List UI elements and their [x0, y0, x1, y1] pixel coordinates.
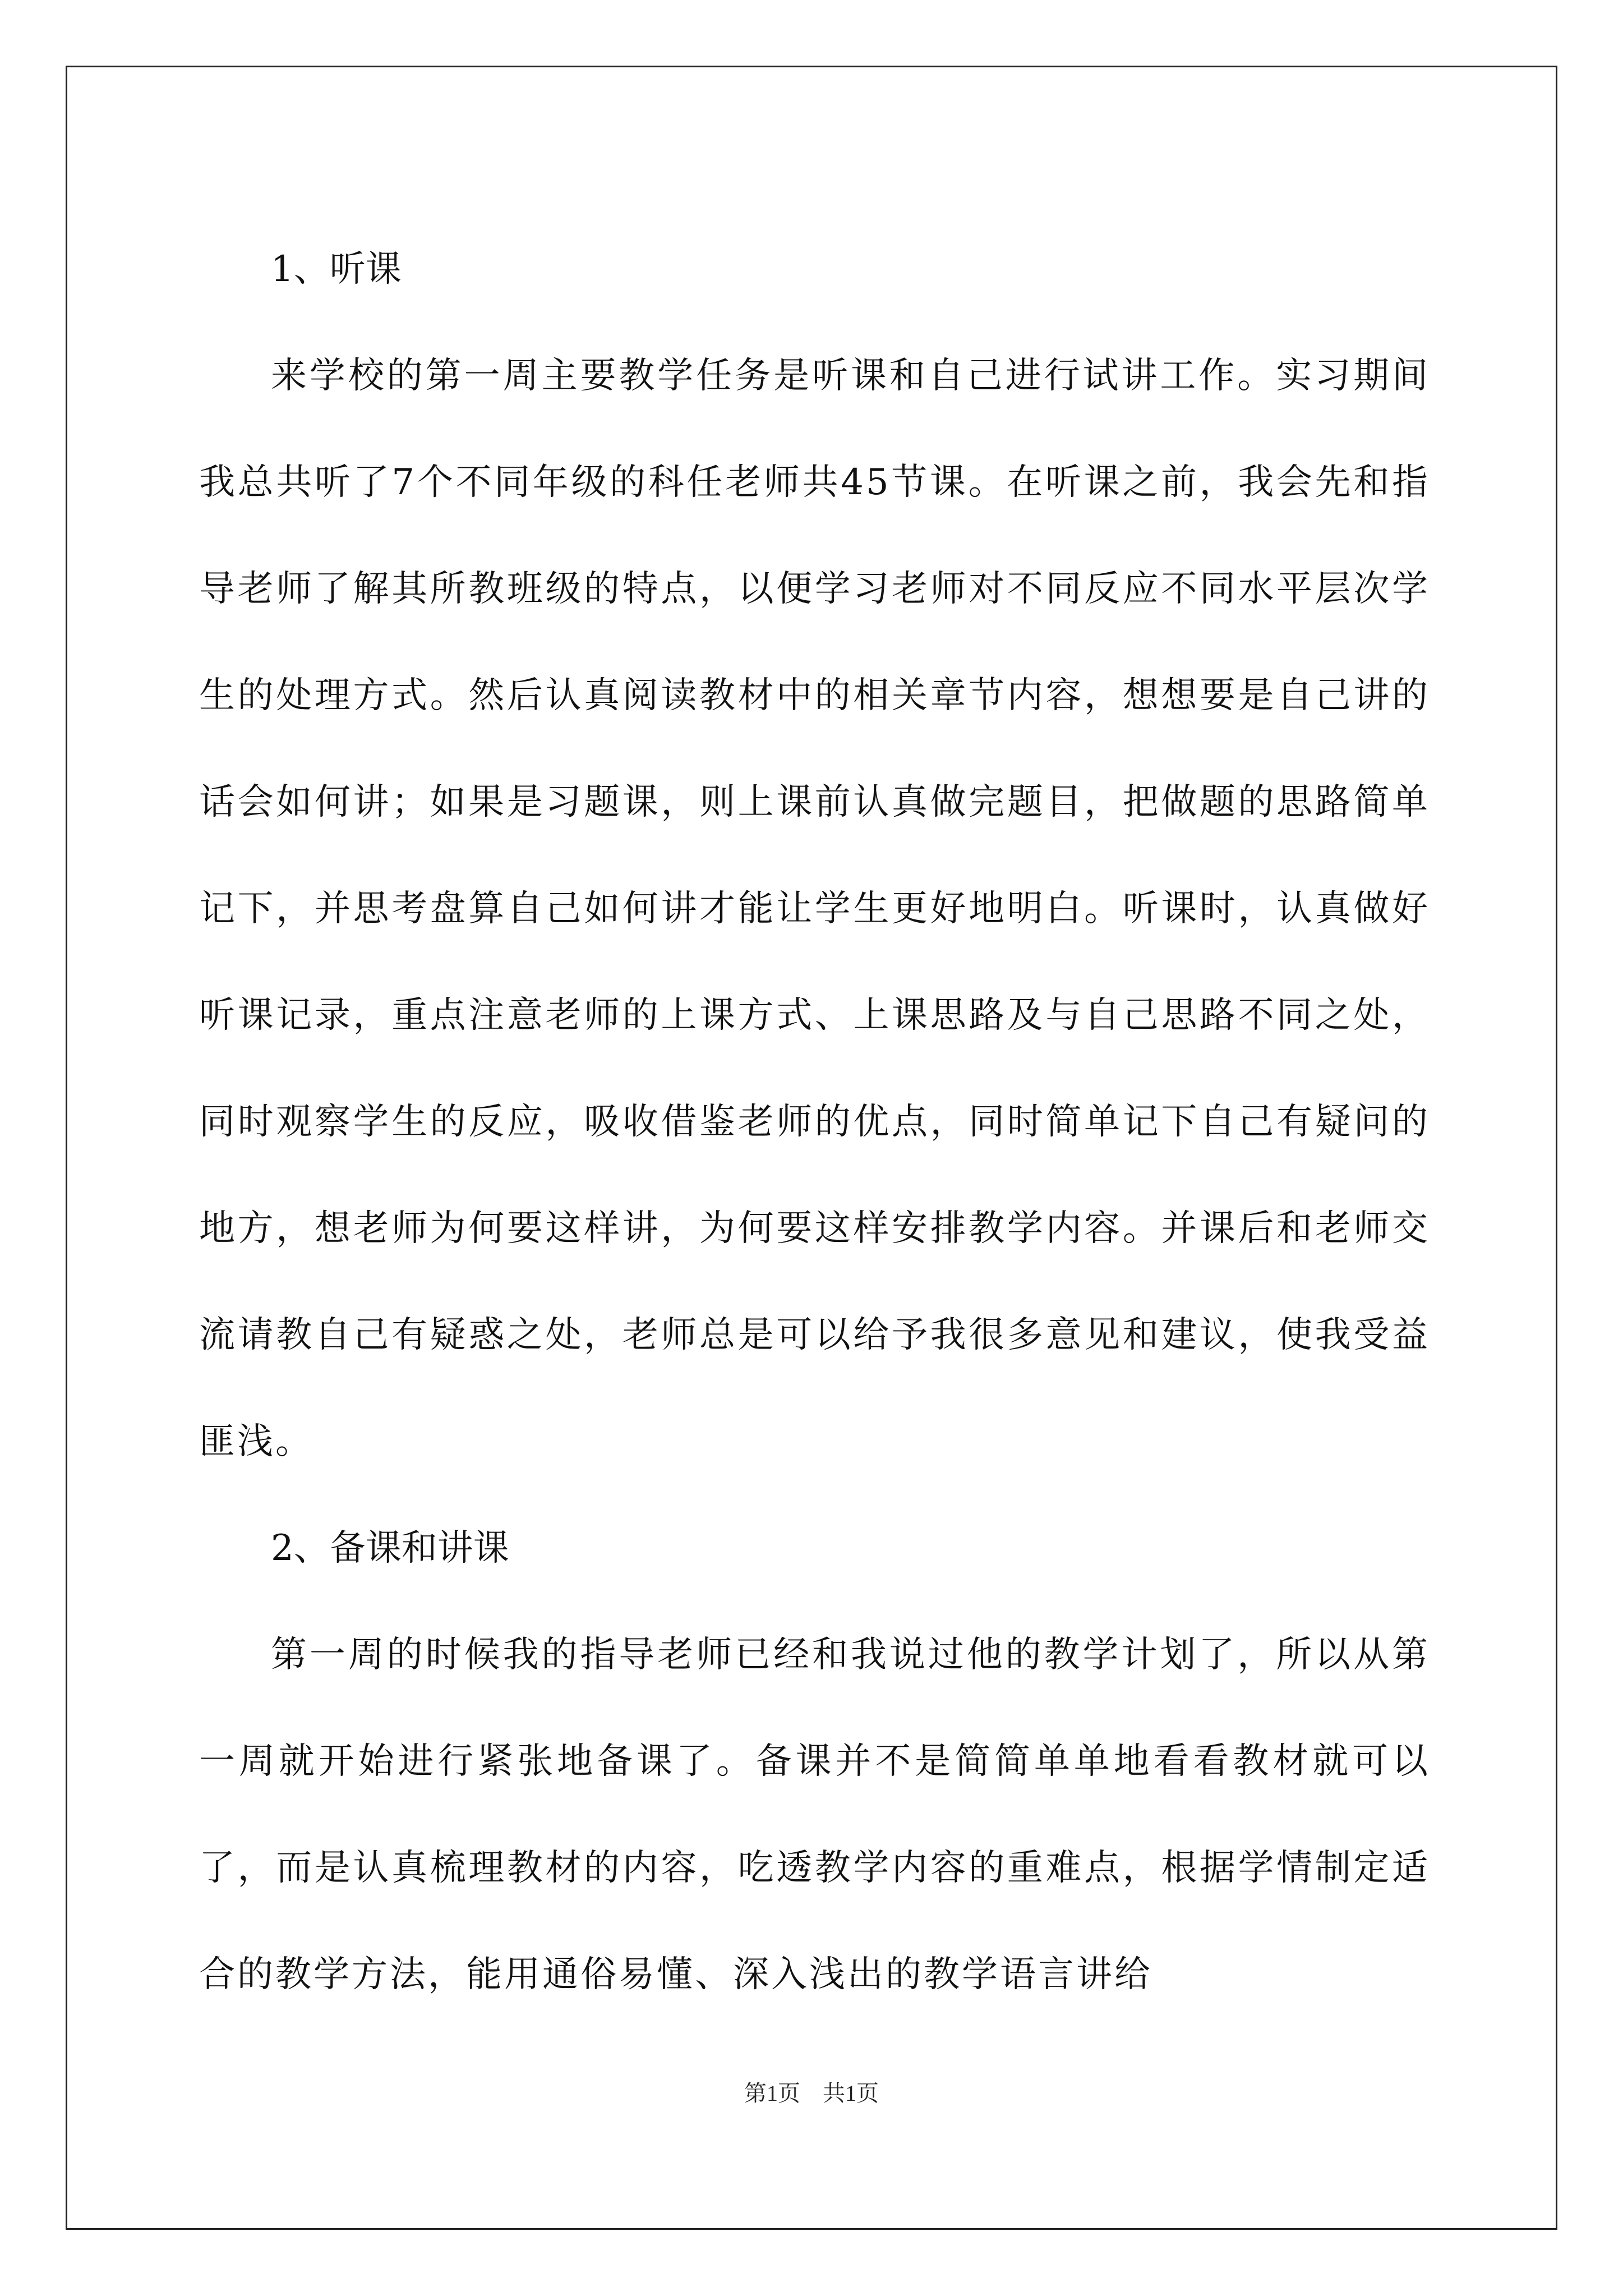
page-footer	[0, 2076, 1623, 2108]
section-heading-preparing: 2、备课和讲课	[271, 1527, 509, 1569]
section-paragraph-listening: 来学校的第一周主要教学任务是听课和自己进行试讲工作。实习期间我总共听了7个不同年级的科任老师共45节课。在听课之前，我会先和指导老师了解其所教班级的特点，以便学习老师对不同反应不同水平层次学生的处理方式。然后认真阅读教材中的相关章节内容，想想要是自己讲的话会如何讲；如果是习题课，则上课前认真做完题目，把做题的思路简单记下，并思考盘算自己如何讲才能让学生更好地明白。听课时，认真做好听课记录，重点注意老师的上课方式、上课思路及与自己思路不同之处，同时观察学生的反应，吸收借鉴老师的优点，同时简单记下自己有疑问的地方，想老师为何要这样讲，为何要这样安排教学内容。并课后和老师交流请教自己有疑惑之处，老师总是可以给予我很多意见和建议，使我受益匪浅。	[199, 355, 1430, 1462]
page-number: 第1页	[744, 2081, 800, 2106]
page-total: 共1页	[823, 2081, 879, 2106]
section-paragraph-preparing: 第一周的时候我的指导老师已经和我说过他的教学计划了，所以从第一周就开始进行紧张地备课了。备课并不是简简单单地看看教材就可以了，而是认真梳理教材的内容，吃透教学内容的重难点，根据学情制定适合的教学方法，能用通俗易懂、深入浅出的教学语言讲给	[199, 1634, 1430, 1995]
document-body	[199, 216, 1430, 2028]
section-heading-listening: 1、听课	[271, 249, 402, 290]
